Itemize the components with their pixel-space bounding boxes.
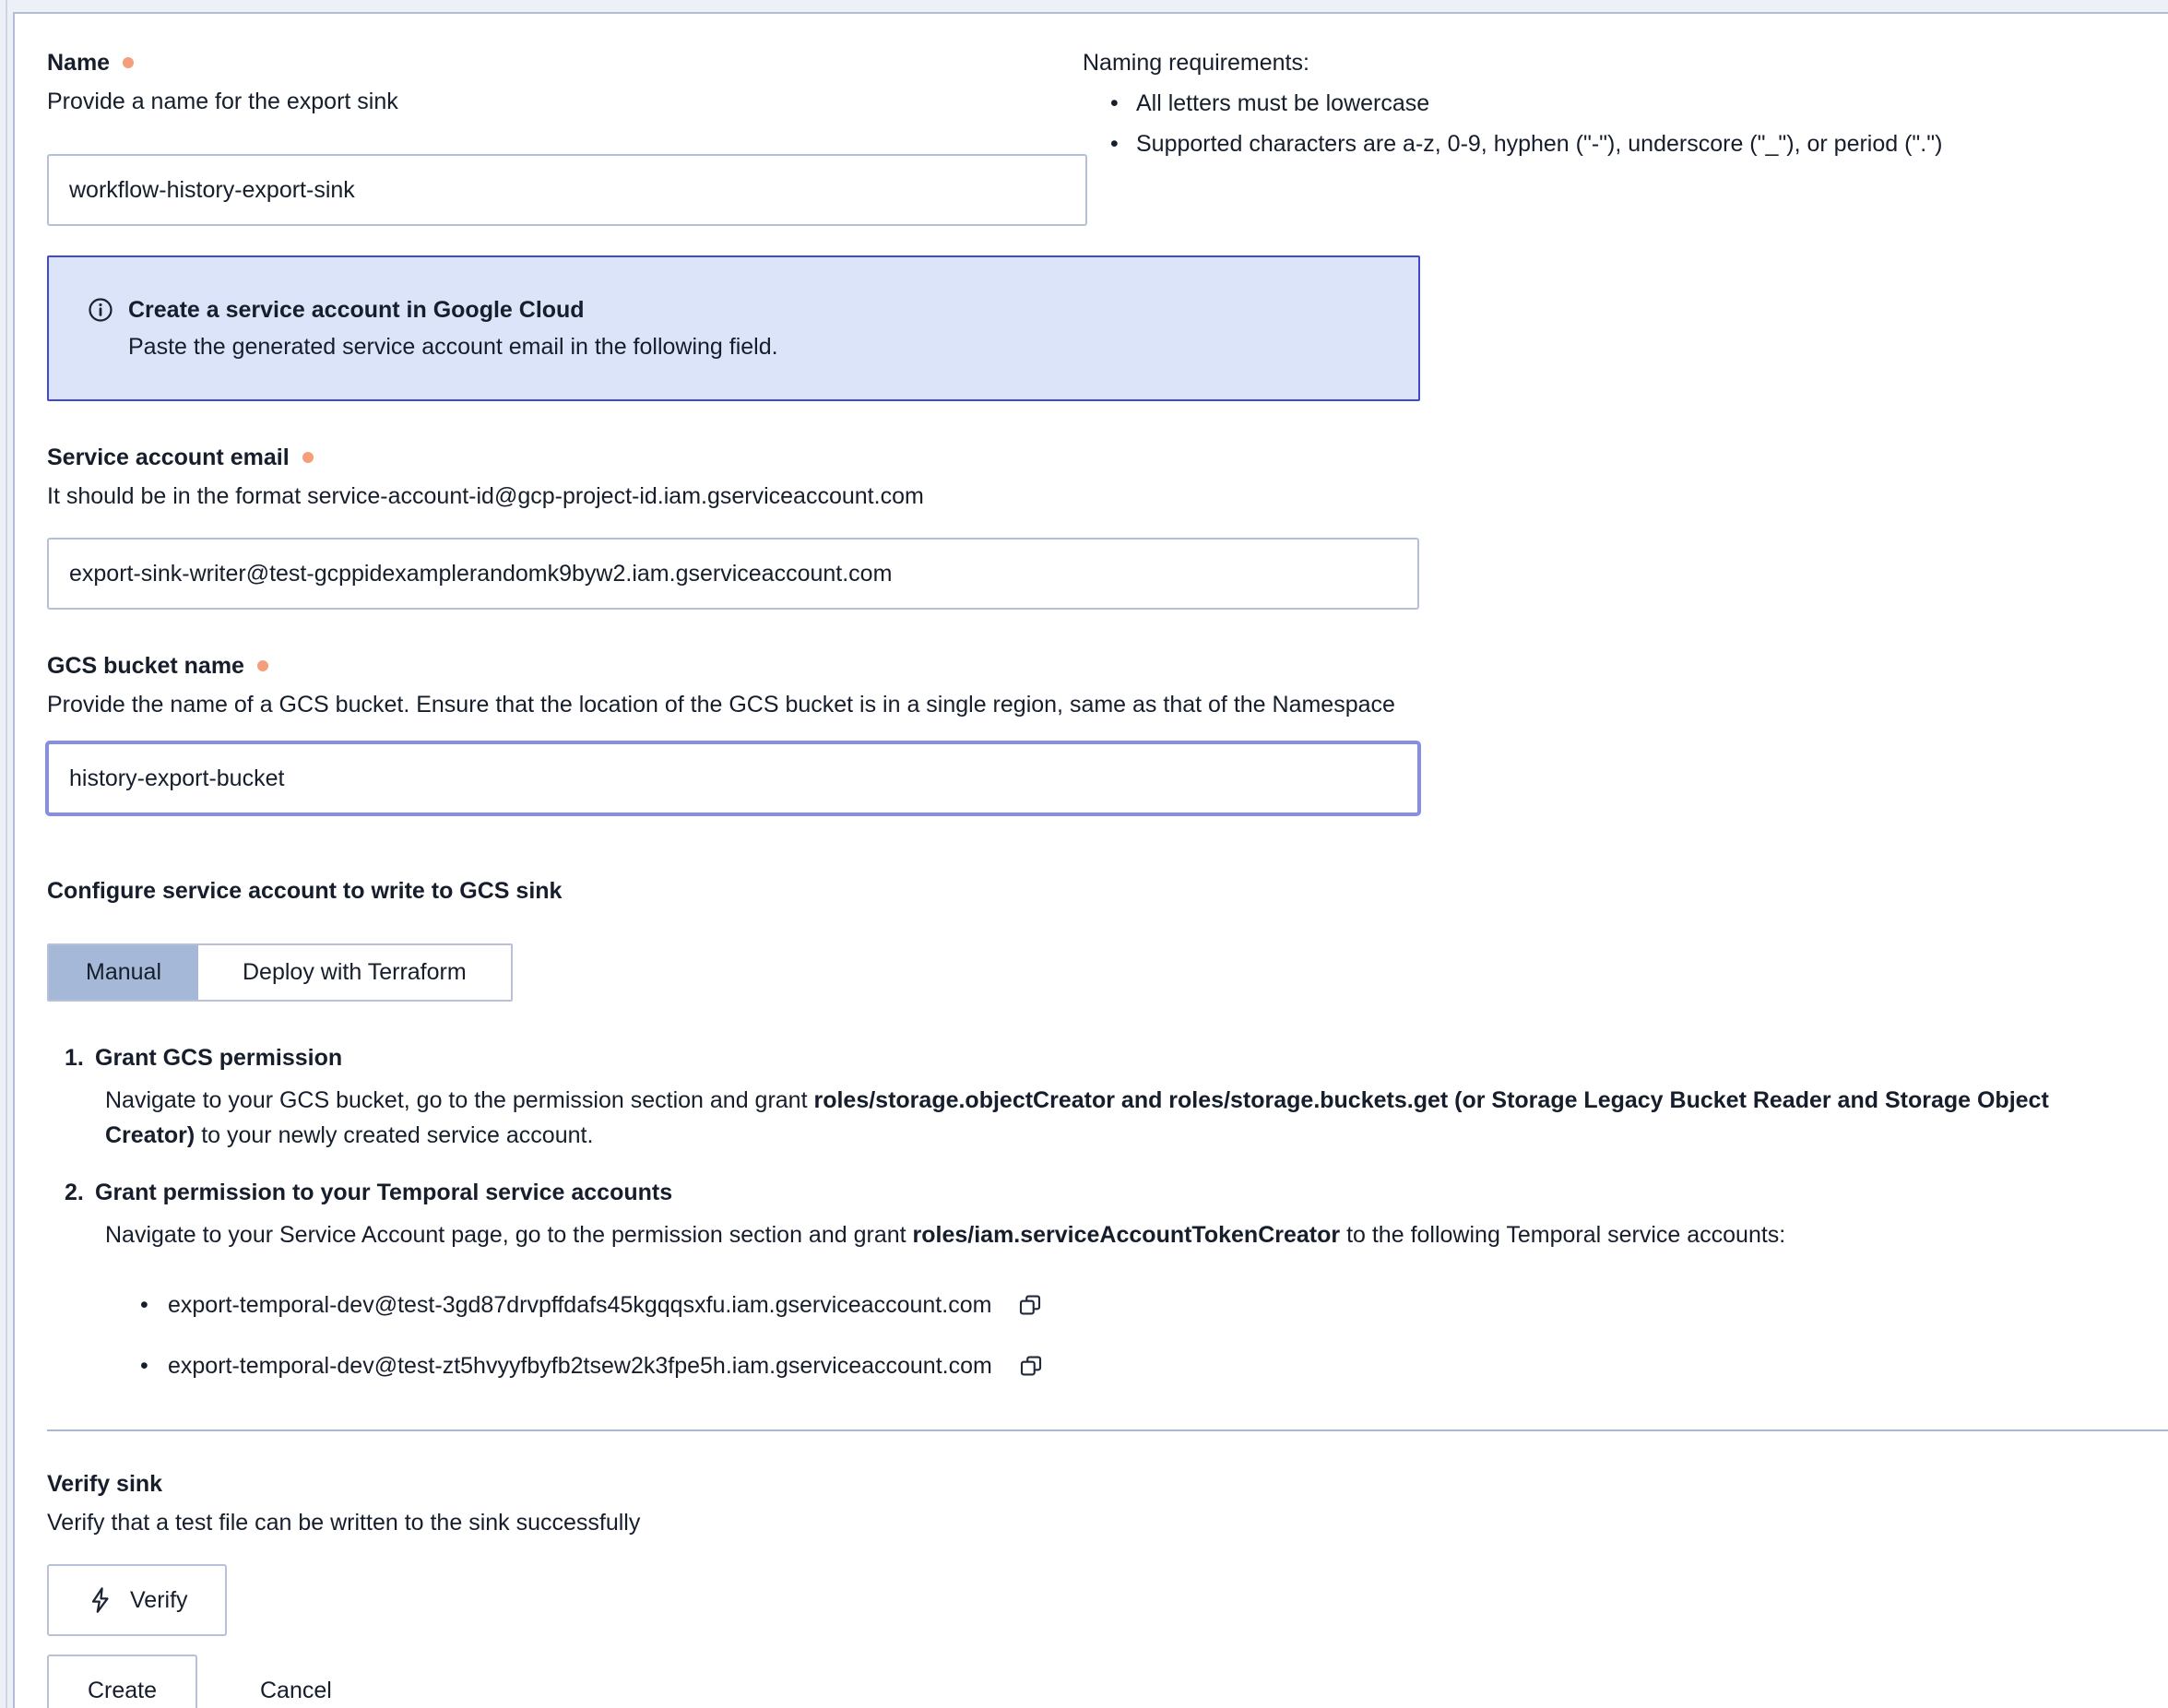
cancel-button[interactable]: Cancel bbox=[260, 1677, 332, 1703]
name-row bbox=[47, 47, 2116, 226]
service-account-email-input[interactable] bbox=[47, 538, 1419, 610]
step-heading bbox=[65, 1042, 2116, 1073]
bucket-label bbox=[47, 650, 2116, 682]
service-account-info-banner bbox=[47, 255, 1420, 401]
name-help-text: Provide a name for the export sink bbox=[47, 89, 398, 114]
temporal-service-account-email: • export-temporal-dev@test-3gd87drvpffdafs45kgqqsxfu.iam.gserviceaccount.com bbox=[168, 1292, 992, 1318]
naming-requirements bbox=[1083, 47, 2116, 160]
copy-icon bbox=[1017, 1352, 1045, 1380]
copy-email-button[interactable] bbox=[1016, 1350, 1046, 1382]
naming-requirements-title: Naming requirements: bbox=[1083, 50, 1309, 76]
required-indicator bbox=[123, 57, 134, 68]
export-sink-form-panel bbox=[13, 12, 2168, 1708]
service-account-label bbox=[47, 442, 2116, 473]
naming-requirement-item: • Supported characters are a-z, 0-9, hyphen ("-"), underscore ("_"), or period (".") bbox=[1083, 128, 2116, 160]
name-input[interactable] bbox=[47, 154, 1087, 226]
gcs-bucket-name-input[interactable] bbox=[45, 741, 1421, 816]
tab-manual[interactable]: Manual bbox=[49, 945, 198, 1000]
window-edge-line bbox=[6, 0, 7, 1708]
verify-button-label: Verify bbox=[130, 1586, 188, 1613]
step-grant-gcs-permission bbox=[65, 1042, 2116, 1153]
create-button[interactable]: Create bbox=[47, 1655, 197, 1708]
bucket-help-text: Provide the name of a GCS bucket. Ensure that the location of the GCS bucket is in a single region, same as that of the Namespace bbox=[47, 692, 1395, 718]
step-grant-temporal-permission bbox=[65, 1177, 2116, 1382]
step-description bbox=[105, 1083, 2097, 1153]
service-account-help-text: It should be in the format service-account-id@gcp-project-id.iam.gserviceaccount.com bbox=[47, 483, 924, 509]
step-number: 1. bbox=[65, 1045, 84, 1071]
temporal-service-account-list bbox=[140, 1289, 2116, 1382]
info-banner-text: Paste the generated service account email in the following field. bbox=[128, 334, 778, 360]
temporal-service-account-item bbox=[140, 1350, 2116, 1382]
step-heading bbox=[65, 1177, 2116, 1208]
form-actions bbox=[47, 1655, 2116, 1708]
naming-requirements-list bbox=[1083, 88, 2116, 160]
verify-sink-title: Verify sink bbox=[47, 1471, 163, 1497]
lightning-bolt-icon bbox=[86, 1585, 115, 1615]
required-indicator bbox=[302, 452, 314, 463]
bucket-field-group bbox=[47, 650, 2116, 816]
info-circle-icon bbox=[87, 296, 114, 324]
bucket-label-text: GCS bucket name bbox=[47, 653, 244, 679]
copy-email-button[interactable] bbox=[1015, 1289, 1045, 1321]
copy-icon bbox=[1016, 1291, 1044, 1319]
required-indicator bbox=[257, 660, 268, 671]
configure-tabs bbox=[47, 943, 513, 1002]
step-text-after: to your newly created service account. bbox=[195, 1122, 594, 1148]
tab-deploy-with-terraform[interactable]: Deploy with Terraform bbox=[198, 945, 511, 1000]
verify-sink-help: Verify that a test file can be written to the sink successfully bbox=[47, 1510, 641, 1536]
info-banner-body bbox=[128, 294, 778, 362]
step-description bbox=[105, 1217, 2097, 1252]
step-title: Grant permission to your Temporal service accounts bbox=[95, 1180, 673, 1205]
temporal-service-account-email: • export-temporal-dev@test-zt5hvyyfbyfb2tsew2k3fpe5h.iam.gserviceaccount.com bbox=[168, 1353, 992, 1379]
info-banner-title: Create a service account in Google Cloud bbox=[128, 297, 585, 323]
step-text-bold: roles/iam.serviceAccountTokenCreator bbox=[912, 1222, 1341, 1248]
name-label bbox=[47, 47, 1087, 78]
step-number: 2. bbox=[65, 1180, 84, 1205]
service-account-label-text: Service account email bbox=[47, 445, 290, 470]
verify-button[interactable] bbox=[47, 1564, 227, 1636]
step-title: Grant GCS permission bbox=[95, 1045, 343, 1071]
step-text-after: to the following Temporal service accounts: bbox=[1340, 1222, 1786, 1248]
configure-section-heading: Configure service account to write to GCS sink bbox=[47, 878, 563, 904]
naming-requirement-item: • All letters must be lowercase bbox=[1083, 88, 2116, 119]
name-label-text: Name bbox=[47, 50, 111, 76]
service-account-field-group bbox=[47, 442, 2116, 610]
section-divider bbox=[47, 1429, 2168, 1431]
step-text-before: Navigate to your Service Account page, go to the permission section and grant bbox=[105, 1222, 913, 1248]
step-text-before: Navigate to your GCS bucket, go to the permission section and grant bbox=[105, 1087, 814, 1113]
step-text-bold: roles/storage.objectCreator and roles/storage.buckets.get (or Storage Legacy Bucket Reader and Storage Object Creator) bbox=[105, 1087, 2049, 1148]
manual-steps bbox=[65, 1042, 2116, 1382]
name-field-group bbox=[47, 47, 1087, 226]
temporal-service-account-item bbox=[140, 1289, 2116, 1321]
